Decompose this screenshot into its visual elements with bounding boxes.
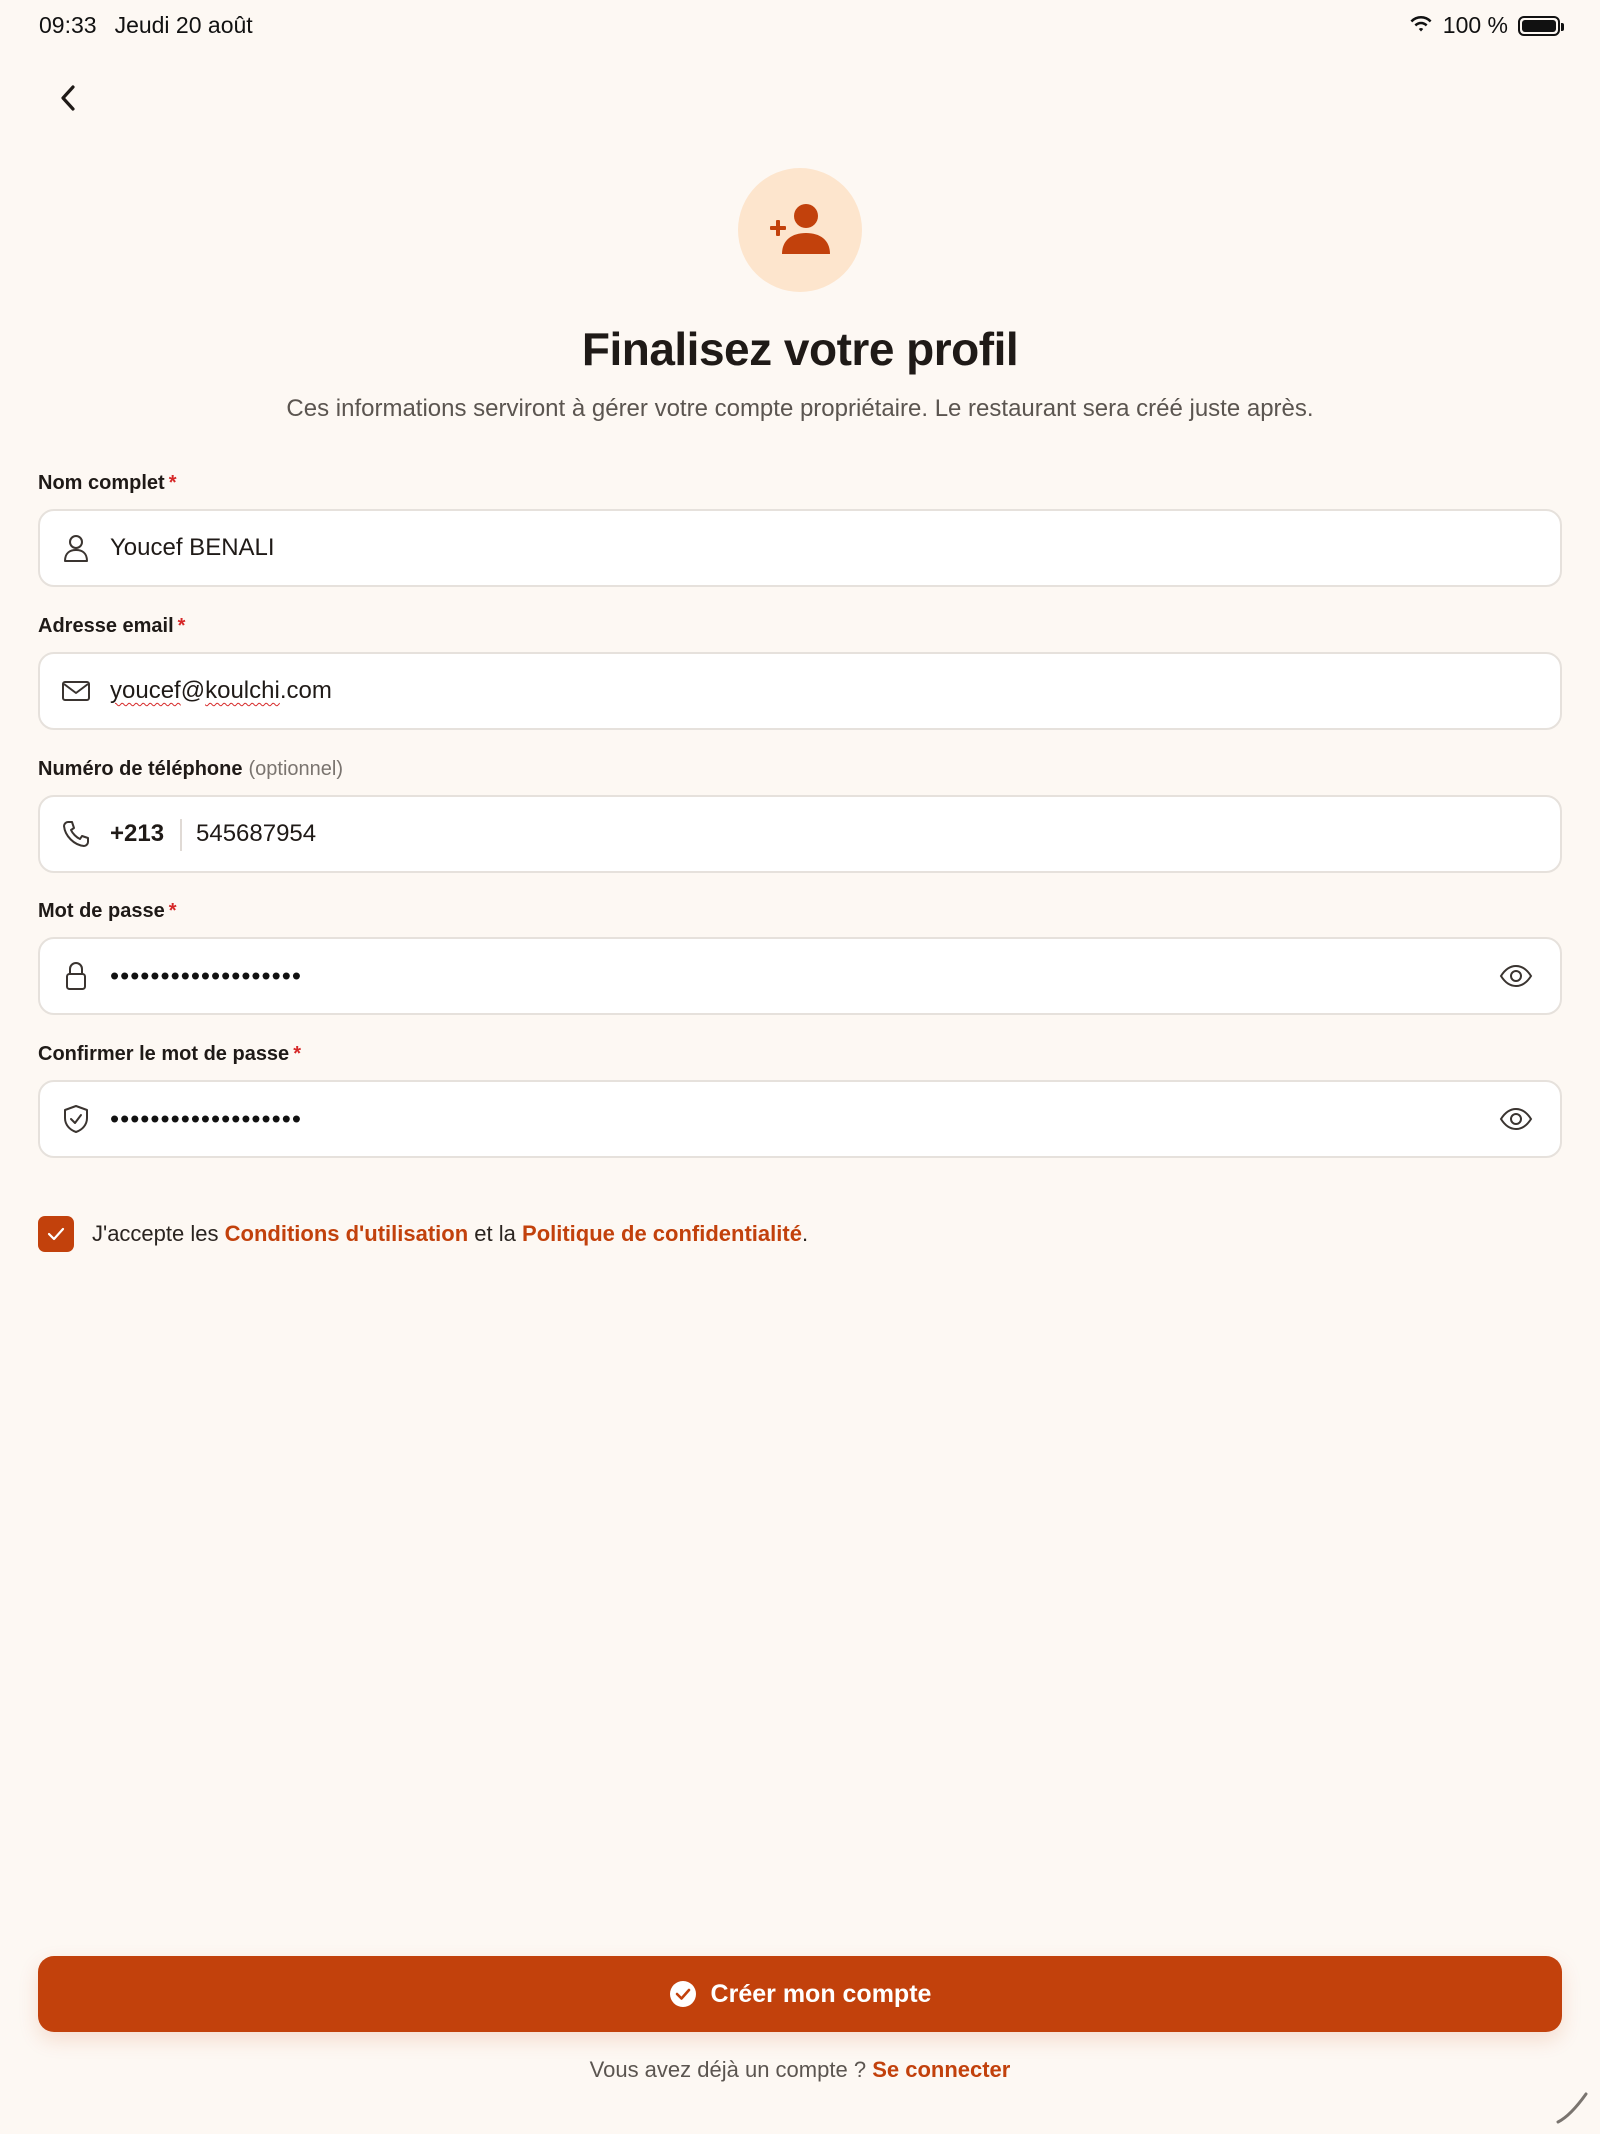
email-value-user: youcef	[110, 677, 181, 704]
shield-check-icon	[60, 1103, 92, 1135]
terms-suffix: .	[801, 1221, 809, 1246]
phone-label	[38, 758, 343, 781]
terms-checkbox[interactable]	[38, 1216, 74, 1252]
phone-input[interactable]	[38, 795, 1562, 873]
phone-icon	[60, 818, 92, 850]
email-value	[110, 677, 332, 705]
full-name-label-text: Nom complet	[38, 472, 165, 494]
status-date: Jeudi 20 août	[114, 12, 253, 38]
back-button[interactable]	[48, 78, 88, 118]
privacy-policy-link[interactable]: Politique de confidentialité	[522, 1221, 802, 1246]
full-name-value: Youcef BENALI	[110, 534, 275, 561]
full-name-input[interactable]	[38, 509, 1562, 587]
show-confirm-password-toggle[interactable]	[1496, 1103, 1536, 1135]
required-mark: *	[177, 615, 186, 637]
password-label	[38, 900, 177, 923]
eye-icon	[1499, 1107, 1533, 1131]
battery-icon	[1518, 16, 1560, 36]
status-left	[39, 12, 253, 39]
user-plus-icon	[768, 198, 832, 262]
phone-value: 545687954	[196, 820, 317, 847]
eye-icon	[1499, 964, 1533, 988]
status-bar	[0, 0, 1600, 50]
confirm-password-masked: •••••••••••••••••••	[110, 1103, 302, 1134]
required-mark: *	[293, 1043, 301, 1065]
avatar-badge	[738, 168, 862, 292]
required-mark: *	[168, 472, 177, 494]
email-value-tld: .com	[279, 677, 332, 704]
mail-icon	[60, 675, 92, 707]
login-link[interactable]: Se connecter	[872, 2057, 1011, 2082]
scribble-indicator-icon	[1552, 2086, 1592, 2126]
login-prompt: Vous avez déjà un compte ?	[589, 2057, 867, 2082]
country-code[interactable]: +213	[110, 820, 165, 847]
full-name-label	[38, 472, 176, 495]
create-account-button[interactable]	[38, 1956, 1562, 2032]
check-icon	[46, 1226, 66, 1242]
battery-fill	[1522, 20, 1556, 32]
email-label-text: Adresse email	[38, 615, 174, 637]
email-value-at: @	[180, 677, 206, 704]
required-mark: *	[168, 900, 177, 922]
confirm-password-input[interactable]	[38, 1080, 1562, 1158]
email-label	[38, 615, 185, 638]
battery-percent: 100 %	[1442, 12, 1508, 38]
terms-text	[92, 1221, 808, 1247]
user-icon	[60, 532, 92, 564]
terms-of-use-link[interactable]: Conditions d'utilisation	[224, 1221, 469, 1246]
page-title: Finalisez votre profil	[581, 323, 1019, 375]
show-password-toggle[interactable]	[1496, 960, 1536, 992]
page-subtitle: Ces informations serviront à gérer votre compte propriétaire. Le restaurant sera créé juste après.	[286, 395, 1314, 422]
optional-text: (optionnel)	[248, 758, 343, 780]
password-masked: •••••••••••••••••••	[110, 960, 302, 991]
terms-row	[38, 1216, 808, 1252]
status-right	[1409, 12, 1560, 39]
lock-icon	[60, 960, 92, 992]
prefix-divider	[180, 819, 182, 851]
email-value-domain: koulchi	[205, 677, 280, 704]
confirm-password-label-text: Confirmer le mot de passe	[38, 1043, 290, 1065]
terms-middle: et la	[474, 1221, 516, 1246]
wifi-icon	[1409, 12, 1433, 39]
status-time: 09:33	[39, 12, 97, 38]
chevron-left-icon	[57, 83, 79, 113]
email-input[interactable]	[38, 652, 1562, 730]
password-input[interactable]	[38, 937, 1562, 1015]
password-label-text: Mot de passe	[38, 900, 165, 922]
terms-prefix: J'accepte les	[92, 1221, 219, 1246]
create-account-label: Créer mon compte	[710, 1979, 932, 2008]
login-row	[0, 2057, 1600, 2083]
check-circle-icon	[669, 1980, 697, 2008]
phone-label-text: Numéro de téléphone	[38, 758, 243, 780]
confirm-password-label	[38, 1043, 301, 1066]
